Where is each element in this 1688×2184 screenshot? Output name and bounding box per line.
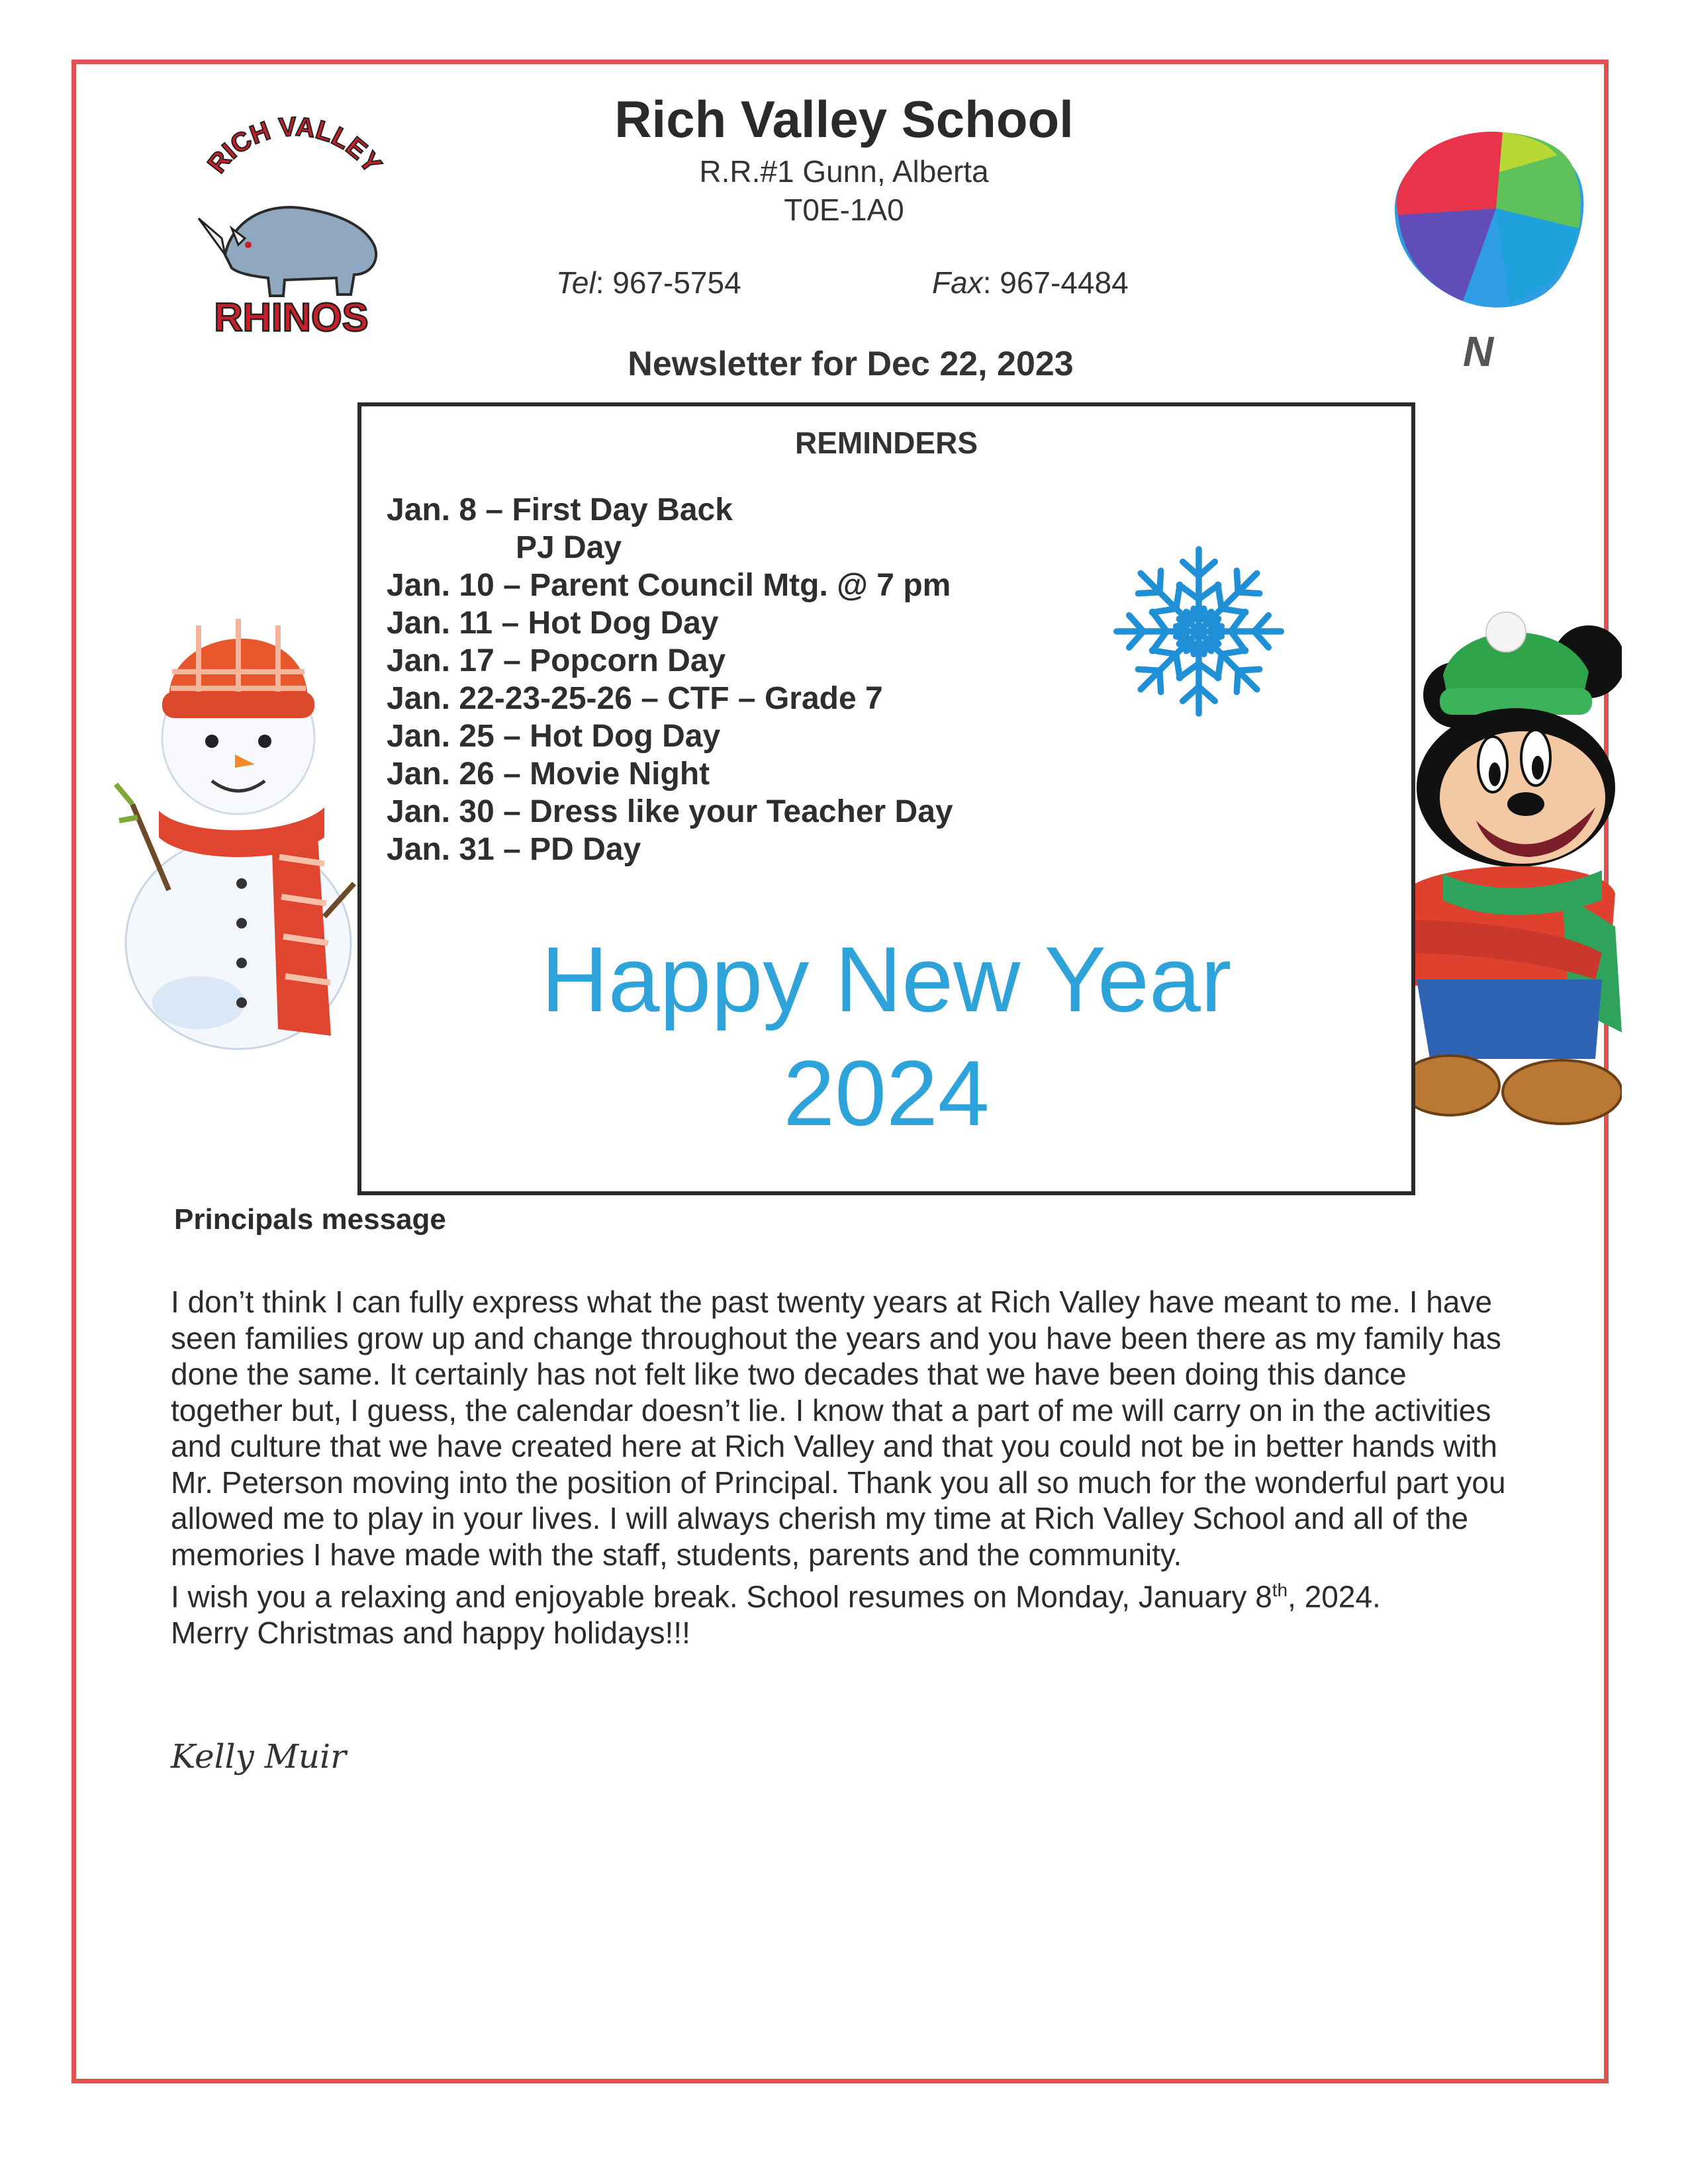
address-line-1: R.R.#1 Gunn, Alberta [699, 154, 989, 189]
fax-number: : 967-4484 [982, 265, 1129, 300]
telephone [556, 265, 741, 300]
tel-label: Tel [556, 265, 596, 300]
reminder-item: Jan. 31 – PD Day [387, 832, 641, 867]
ordinal-suffix: th [1272, 1580, 1288, 1600]
greeting-line-1: Happy New Year [541, 927, 1232, 1031]
newsletter-title: Newsletter for Dec 22, 2023 [628, 345, 1074, 383]
mickey-illustration [1403, 609, 1622, 1125]
reminder-item: Jan. 17 – Popcorn Day [387, 643, 726, 678]
reminder-item: Jan. 8 – First Day Back [387, 492, 733, 527]
reminders-title: REMINDERS [794, 426, 978, 460]
signature: Kelly Muir [171, 1737, 347, 1776]
fax-label: Fax [932, 265, 983, 300]
snowflake-icon [1109, 542, 1288, 721]
reminder-item: Jan. 25 – Hot Dog Day [387, 719, 721, 754]
n-logo-letter: N [1463, 328, 1494, 374]
address-line-2: T0E-1A0 [784, 193, 904, 227]
reminder-item: PJ Day [516, 530, 622, 565]
reminder-item: Jan. 10 – Parent Council Mtg. @ 7 pm [387, 568, 951, 603]
closing-line [171, 1572, 1521, 1615]
reminders-list [387, 491, 953, 868]
school-name: Rich Valley School [614, 90, 1074, 148]
principal-message-title: Principals message [174, 1203, 446, 1236]
message-paragraph: I don’t think I can fully express what the past twenty years at Rich Valley have meant to me. I have seen families grow up and change throughout the years and you have been there as my family has done the same. It certainly has not felt like two decades that we have been doing this dance together but, I guess, the calendar doesn’t lie. I know that a part of me will carry on in the activities and culture that we have created here at Rich Valley and that you could not be in better hands with Mr. Peterson moving into the position of Principal. Thank you all so much for the wonderful part you allowed me to play in your lives. I will always cherish my time at Rich Valley School and all of the memories I have made with the staff, students, parents and the community. [171, 1285, 1506, 1572]
reminder-item: Jan. 26 – Movie Night [387, 756, 710, 792]
reminder-item: Jan. 22-23-25-26 – CTF – Grade 7 [387, 681, 883, 716]
principal-message-body [171, 1284, 1521, 1651]
fax [932, 265, 1129, 300]
logo-team-name: RHINOS [214, 295, 369, 340]
new-year-greeting [361, 923, 1411, 1150]
reminders-box [357, 402, 1415, 1195]
closing-year: , 2024. [1288, 1579, 1381, 1614]
closing-text: I wish you a relaxing and enjoyable break. School resumes on Monday, January 8 [171, 1579, 1272, 1614]
greeting-line-2: 2024 [783, 1041, 990, 1145]
logo-arc-text: RICH VALLEY [202, 112, 387, 179]
reminder-item: Jan. 30 – Dress like your Teacher Day [387, 794, 953, 829]
snowman-illustration [106, 572, 364, 1056]
holiday-wishes: Merry Christmas and happy holidays!!! [171, 1615, 690, 1650]
reminder-item: Jan. 11 – Hot Dog Day [387, 606, 719, 641]
tel-number: : 967-5754 [595, 265, 741, 300]
